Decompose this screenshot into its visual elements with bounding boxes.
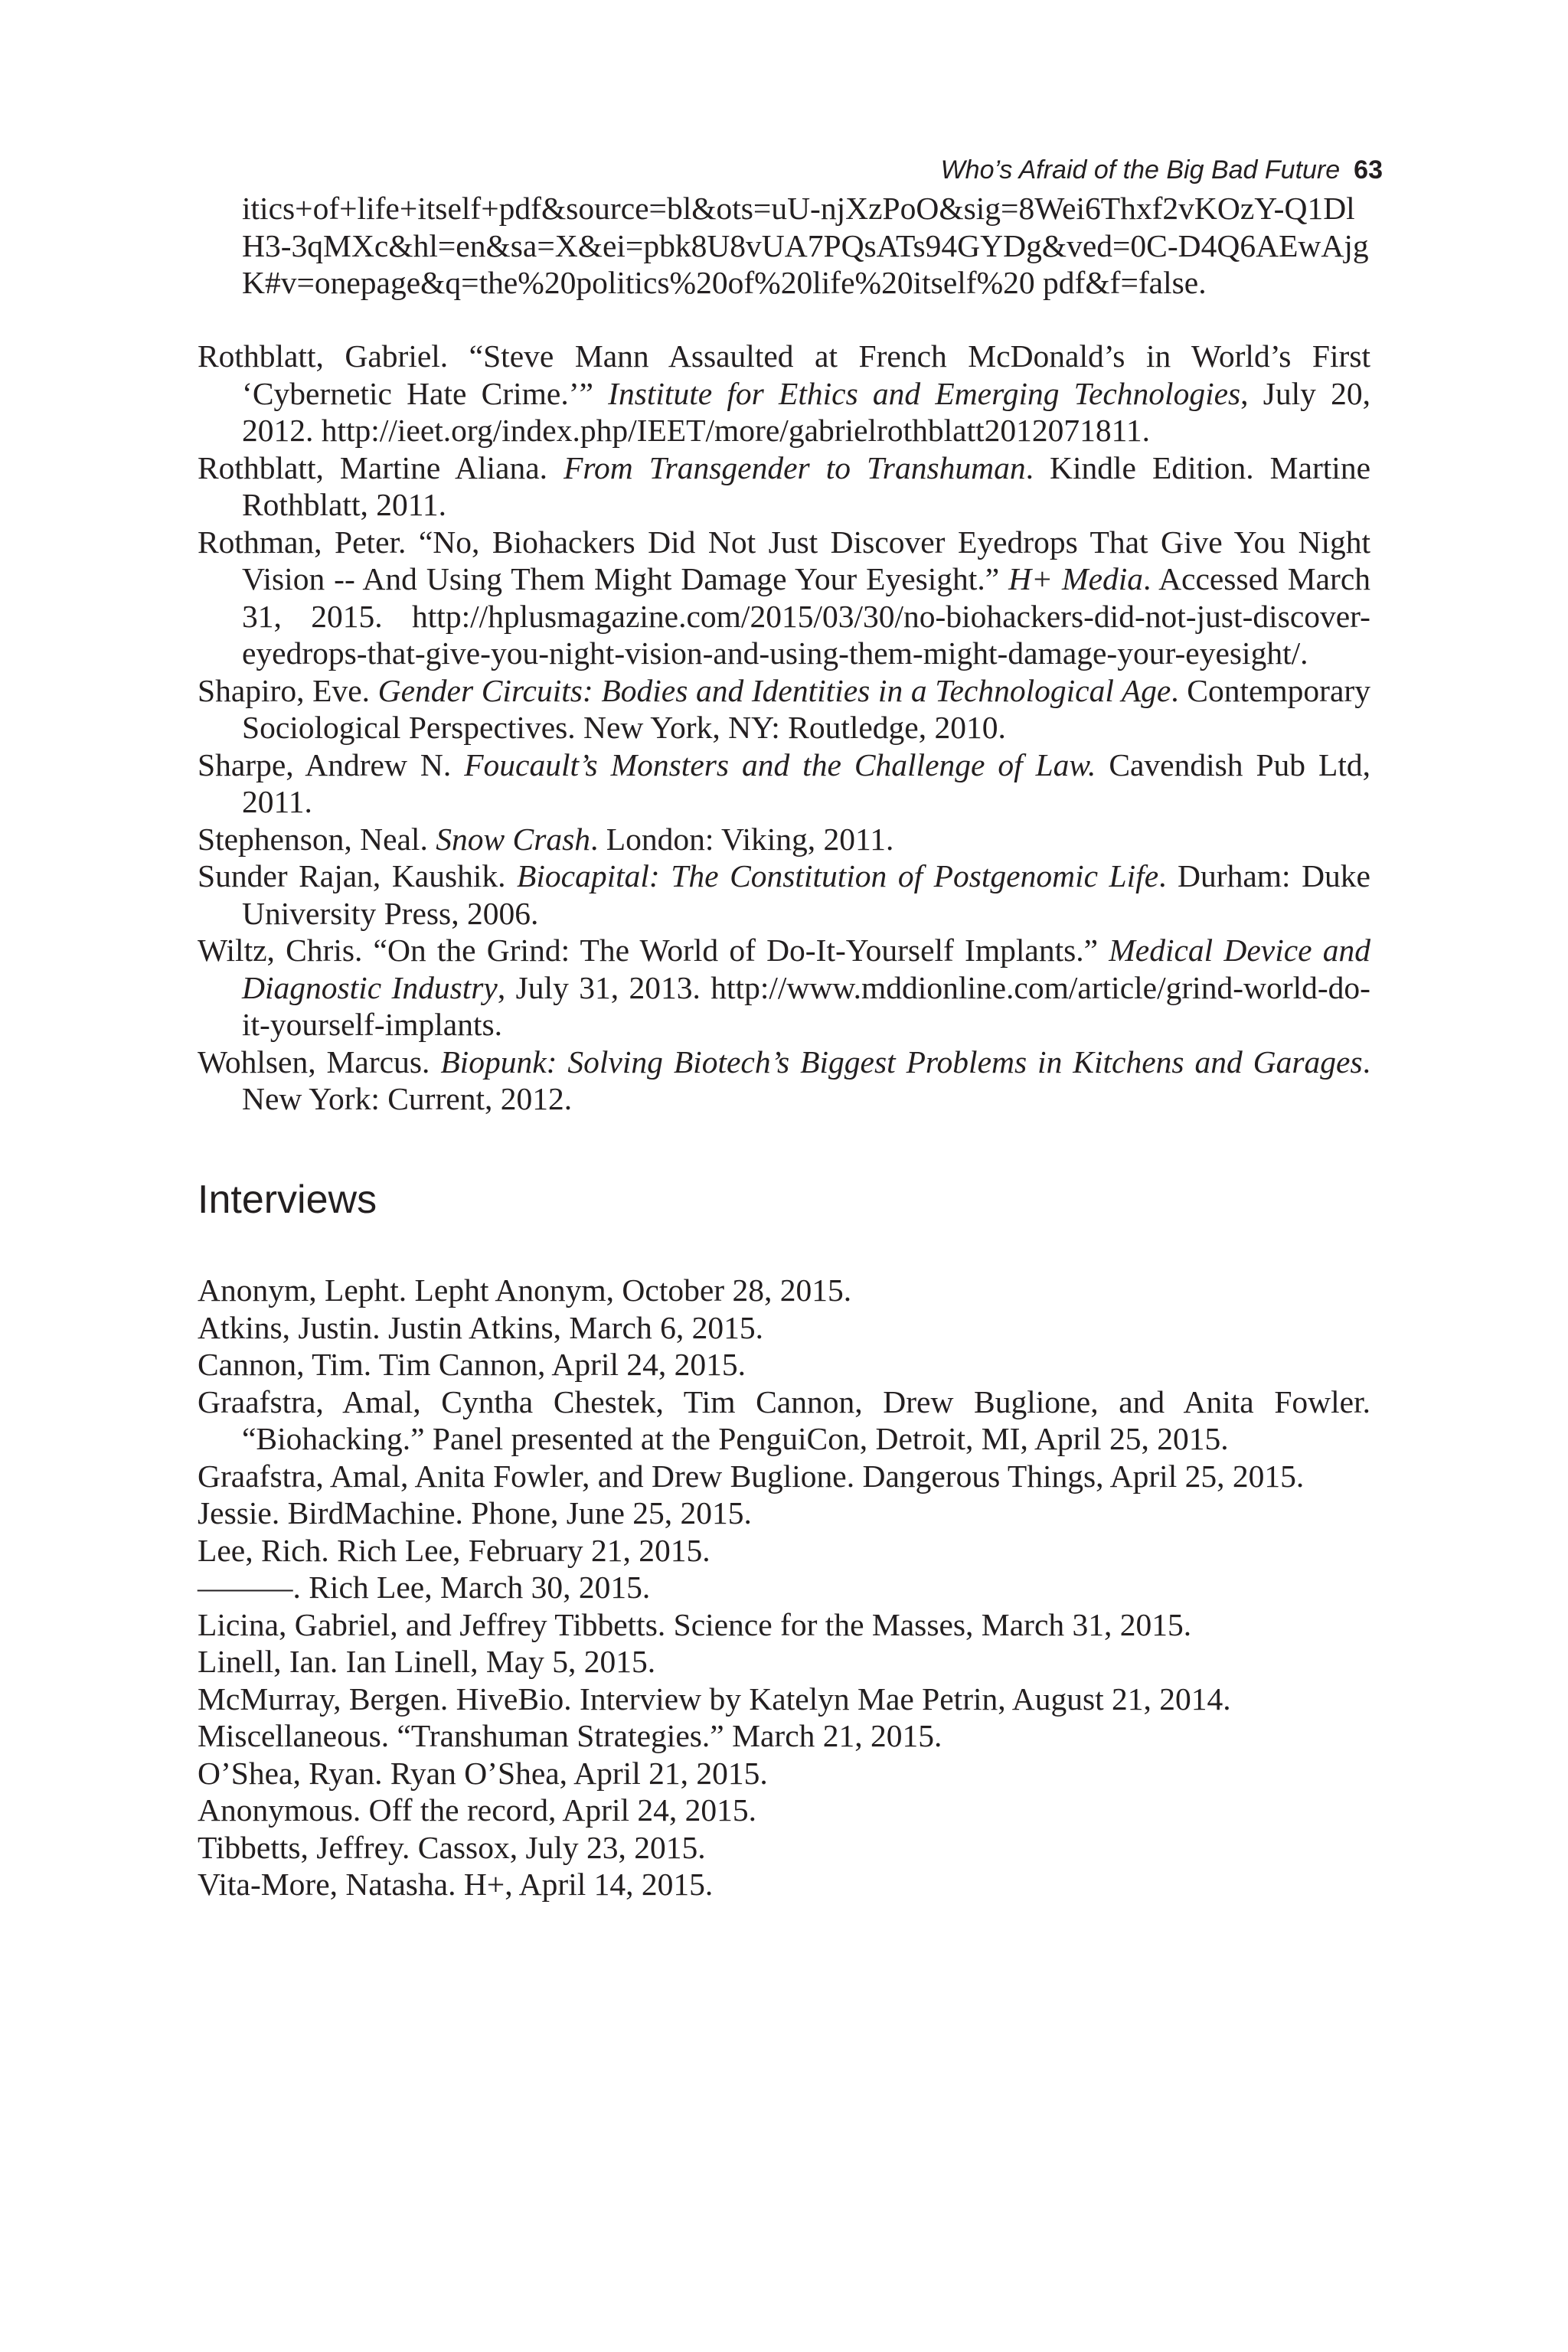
interview-entry: O’Shea, Ryan. Ryan O’Shea, April 21, 2015. [198, 1755, 768, 1791]
interview-entry: Anonym, Lepht. Lepht Anonym, October 28, 2015. [198, 1272, 852, 1308]
bibliography-entry: Rothblatt, Martine Aliana. From Transgender to Transhuman. Kindle Edition. Martine Rothblatt, 2011. [198, 449, 1371, 522]
interview-entry: Licina, Gabriel, and Jeffrey Tibbetts. Science for the Masses, March 31, 2015. [198, 1606, 1192, 1642]
interview-entry: Miscellaneous. “Transhuman Strategies.” March 21, 2015. [198, 1718, 942, 1753]
page-number: 63 [1354, 155, 1383, 185]
bibliography-entry: Wohlsen, Marcus. Biopunk: Solving Biotech’s Biggest Problems in Kitchens and Garages. New York: Current, 2012. [198, 1044, 1370, 1116]
interview-entry: McMurray, Bergen. HiveBio. Interview by Katelyn Mae Petrin, August 21, 2014. [198, 1681, 1231, 1717]
bibliography-entry: Rothman, Peter. “No, Biohackers Did Not Just Discover Eyedrops That Give You Night Vision -- And Using Them Might Damage Your Eyesight.” H+ Media. Accessed March 31, 2015. http://hplusmagazine.com/2015/03/30/no-biohackers-did-not-just-discover-eyedrops-that-give-you-night-vision-and-using-them-might-damage-your-eyesight/. [198, 524, 1371, 671]
bibliography-entry: Shapiro, Eve. Gender Circuits: Bodies and Identities in a Technological Age. Contemporary Sociological Perspectives. New York, NY: Routledge, 2010. [198, 672, 1370, 745]
running-head-title: Who’s Afraid of the Big Bad Future [940, 155, 1341, 185]
bibliography-entry: Sharpe, Andrew N. Foucault’s Monsters and the Challenge of Law. Cavendish Pub Ltd, 2011. [198, 746, 1370, 819]
interview-entry: Atkins, Justin. Justin Atkins, March 6, 2015. [198, 1309, 763, 1345]
running-head [941, 155, 1383, 185]
interview-entry: Vita-More, Natasha. H+, April 14, 2015. [198, 1867, 714, 1902]
interview-entry: Anonymous. Off the record, April 24, 2015. [198, 1792, 756, 1828]
interview-entry: ———. Rich Lee, March 30, 2015. [198, 1570, 651, 1605]
bibliography-entry: Sunder Rajan, Kaushik. Biocapital: The Constitution of Postgenomic Life. Durham: Duke University Press, 2006. [198, 858, 1370, 931]
interview-entry: Tibbetts, Jeffrey. Cassox, July 23, 2015. [198, 1829, 706, 1865]
interviews-heading: Interviews [198, 1178, 377, 1222]
bibliography-entry: Wiltz, Chris. “On the Grind: The World of Do-It-Yourself Implants.” Medical Device and Diagnostic Industry, July 31, 2013. http://www.mddionline.com/article/grind-world-do-it-yourself-implants. [198, 933, 1370, 1042]
interview-entry: Jessie. BirdMachine. Phone, June 25, 2015. [198, 1495, 752, 1530]
interview-entry: Graafstra, Amal, Anita Fowler, and Drew Buglione. Dangerous Things, April 25, 2015. [198, 1458, 1305, 1494]
bibliography-list [198, 338, 1370, 1118]
bibliography-entry: Stephenson, Neal. Snow Crash. London: Viking, 2011. [198, 821, 894, 857]
interview-entry: Linell, Ian. Ian Linell, May 5, 2015. [198, 1644, 656, 1679]
interview-entry: Cannon, Tim. Tim Cannon, April 24, 2015. [198, 1347, 746, 1382]
interview-entry: Graafstra, Amal, Cyntha Chestek, Tim Cannon, Drew Buglione, and Anita Fowler. “Biohacking.” Panel presented at the PenguiCon, Detroit, MI, April 25, 2015. [198, 1383, 1370, 1456]
bibliography-continuation: itics+of+life+itself+pdf&source=bl&ots=uU-njXzPoO&sig=8Wei6Thxf2vKOzY-Q1DlH3-3qMXc&hl=en&sa=X&ei=pbk8U8vUA7PQsATs94GYDg&ved=0C-D4Q6AEwAjgK#v=onepage&q=the%20politics%20of%20life%20itself%20 pdf&f=false. [242, 191, 1369, 300]
bibliography-entry: Rothblatt, Gabriel. “Steve Mann Assaulted at French McDonald’s in World’s First ‘Cybernetic Hate Crime.’” Institute for Ethics and Emerging Technologies, July 20, 2012. http://ieet.org/index.php/IEET/more/gabrielrothblatt2012071811. [198, 338, 1370, 448]
interview-entry: Lee, Rich. Rich Lee, February 21, 2015. [198, 1532, 710, 1568]
interviews-list [198, 1272, 1370, 1903]
